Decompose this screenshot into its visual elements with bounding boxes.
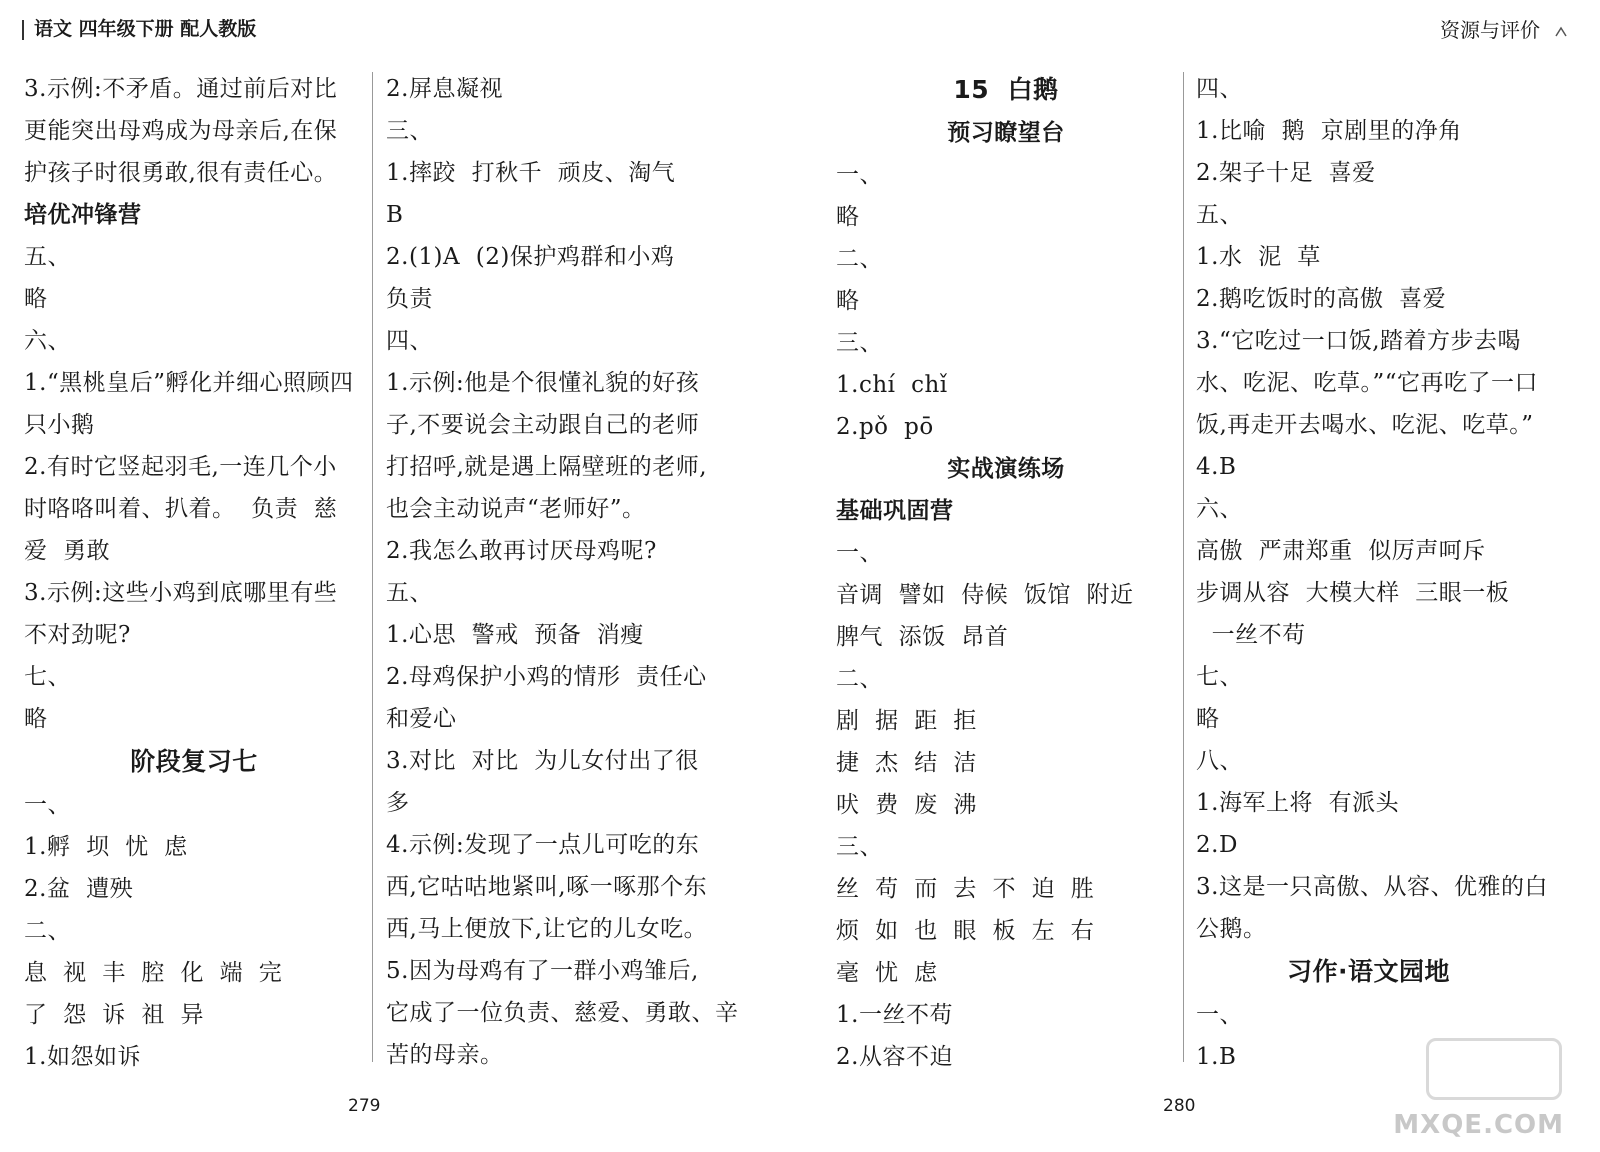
answer-line: 七、: [24, 664, 71, 690]
section-heading: 预习瞭望台: [947, 120, 1065, 146]
header-bar: [22, 20, 24, 40]
answer-line: 负责: [386, 286, 433, 312]
answer-line: 1.如怨如诉: [24, 1044, 141, 1070]
section-heading: 基础巩固营: [836, 498, 954, 524]
answer-line: 5.因为母鸡有了一群小鸡雏后,: [386, 958, 699, 984]
answer-line: 1.chí chǐ: [836, 372, 948, 398]
answer-line: 1.水 泥 草: [1196, 244, 1321, 270]
answer-line: 脾气 添饭 昂首: [836, 624, 1009, 650]
answer-line: 3.示例:不矛盾。通过前后对比: [24, 76, 338, 102]
answer-line: 丝 苟 而 去 不 迫 胜: [836, 876, 1095, 902]
section-title: 15 白鹅: [953, 75, 1059, 104]
column-divider-left: [372, 72, 373, 1062]
answer-line: 1.B: [1196, 1044, 1237, 1070]
running-header-right: 资源与评价: [1440, 18, 1540, 42]
answer-line: 也会主动说声“老师好”。: [386, 496, 646, 522]
answer-line: 五、: [386, 580, 433, 606]
answer-line: 五、: [1196, 202, 1243, 228]
answer-line: 1.海军上将 有派头: [1196, 790, 1400, 816]
answer-line: 3.“它吃过一口饭,踏着方步去喝: [1196, 328, 1522, 354]
answer-line: 步调从容 大模大样 三眼一板: [1196, 580, 1510, 606]
answer-line: 略: [24, 706, 48, 732]
answer-line: 2.我怎么敢再讨厌母鸡呢?: [386, 538, 657, 564]
answer-line: 2.D: [1196, 832, 1238, 858]
answer-line: 3.对比 对比 为儿女付出了很: [386, 748, 699, 774]
answer-line: 更能突出母鸡成为母亲后,在保: [24, 118, 338, 144]
answer-line: 2.母鸡保护小鸡的情形 责任心: [386, 664, 707, 690]
answer-line: 一、: [836, 540, 883, 566]
column-divider-right: [1183, 72, 1184, 1062]
answer-line: 一、: [1196, 1002, 1243, 1028]
answer-line: 一、: [836, 162, 883, 188]
answer-line: 1.示例:他是个很懂礼貌的好孩: [386, 370, 700, 396]
answer-line: 和爱心: [386, 706, 457, 732]
answer-line: 爱 勇敢: [24, 538, 111, 564]
quote-mark-icon: [1554, 24, 1568, 38]
answer-line: 时咯咯叫着、扒着。 负责 慈: [24, 496, 338, 522]
answer-line: 3.示例:这些小鸡到底哪里有些: [24, 580, 338, 606]
answer-line: 2.有时它竖起羽毛,一连几个小: [24, 454, 337, 480]
answer-line: 略: [836, 204, 860, 230]
answer-line: 三、: [386, 118, 433, 144]
answer-line: 水、吃泥、吃草。”“它再吃了一口: [1196, 370, 1539, 396]
answer-line: 剧 据 距 拒: [836, 708, 977, 734]
answer-line: 2.盆 遭殃: [24, 876, 134, 902]
page-number-right: 280: [1163, 1096, 1196, 1116]
answer-line: 一、: [24, 792, 71, 818]
answer-line: 2.架子十足 喜爱: [1196, 160, 1376, 186]
section-heading: 培优冲锋营: [24, 202, 142, 228]
answer-line: 捷 杰 结 洁: [836, 750, 977, 776]
answer-line: 4.示例:发现了一点儿可吃的东: [386, 832, 700, 858]
answer-line: 了 怨 诉 祖 异: [24, 1002, 204, 1028]
answer-line: 2.pǒ pō: [836, 414, 934, 440]
answer-line: 二、: [836, 666, 883, 692]
answer-line: B: [386, 202, 404, 228]
answer-line: 1.摔跤 打秋千 顽皮、淘气: [386, 160, 676, 186]
answer-line: 六、: [24, 328, 71, 354]
answer-line: 略: [1196, 706, 1220, 732]
answer-column-1: [24, 68, 364, 1078]
answer-line: 1.比喻 鹅 京剧里的净角: [1196, 118, 1462, 144]
answer-line: 二、: [24, 918, 71, 944]
answer-line: 五、: [24, 244, 71, 270]
answer-column-3: [836, 68, 1176, 1078]
answer-line: 不对劲呢?: [24, 622, 131, 648]
answer-line: 二、: [836, 246, 883, 272]
answer-line: 息 视 丰 腔 化 端 完: [24, 960, 283, 986]
answer-line: 四、: [386, 328, 433, 354]
answer-line: 烦 如 也 眼 板 左 右: [836, 918, 1095, 944]
header-title: 语文 四年级下册 配人教版: [34, 18, 257, 40]
answer-line: 1.一丝不苟: [836, 1002, 953, 1028]
answer-line: 公鹅。: [1196, 916, 1267, 942]
answer-line: 六、: [1196, 496, 1243, 522]
answer-line: 七、: [1196, 664, 1243, 690]
answer-line: 2.(1)A (2)保护鸡群和小鸡: [386, 244, 675, 270]
section-title: 阶段复习七: [130, 747, 258, 776]
answer-line: 略: [836, 288, 860, 314]
answer-line: 1.“黑桃皇后”孵化并细心照顾四: [24, 370, 354, 396]
answer-line: 1.心思 警戒 预备 消瘦: [386, 622, 644, 648]
section-title: 习作·语文园地: [1287, 957, 1450, 986]
answer-line: 一丝不苟: [1196, 622, 1306, 648]
answer-line: 它成了一位负责、慈爱、勇敢、辛: [386, 1000, 739, 1026]
section-heading: 实战演练场: [947, 456, 1065, 482]
answer-line: 吠 费 废 沸: [836, 792, 977, 818]
watermark-text: MXQE.COM: [1393, 1110, 1564, 1140]
page-number-left: 279: [348, 1096, 381, 1116]
answer-line: 1.孵 坝 忧 虑: [24, 834, 188, 860]
answer-line: 2.屏息凝视: [386, 76, 503, 102]
answer-line: 2.鹅吃饭时的高傲 喜爱: [1196, 286, 1447, 312]
answer-line: 2.从容不迫: [836, 1044, 953, 1070]
answer-line: 打招呼,就是遇上隔壁班的老师,: [386, 454, 708, 480]
answer-column-4: [1196, 68, 1548, 1078]
answer-line: 4.B: [1196, 454, 1237, 480]
answer-line: 三、: [836, 330, 883, 356]
answer-line: 西,它咕咕地紧叫,啄一啄那个东: [386, 874, 708, 900]
answer-line: 音调 譬如 侍候 饭馆 附近: [836, 582, 1134, 608]
answer-line: 只小鹅: [24, 412, 95, 438]
answer-line: 八、: [1196, 748, 1243, 774]
answer-line: 西,马上便放下,让它的儿女吃。: [386, 916, 708, 942]
answer-line: 子,不要说会主动跟自己的老师: [386, 412, 700, 438]
answer-line: 高傲 严肃郑重 似厉声呵斥: [1196, 538, 1486, 564]
answer-line: 3.这是一只高傲、从容、优雅的白: [1196, 874, 1548, 900]
answer-line: 饭,再走开去喝水、吃泥、吃草。”: [1196, 412, 1534, 438]
answer-line: 护孩子时很勇敢,很有责任心。: [24, 160, 338, 186]
answer-line: 四、: [1196, 76, 1243, 102]
watermark-seal: [1426, 1038, 1562, 1100]
answer-line: 三、: [836, 834, 883, 860]
answer-line: 略: [24, 286, 48, 312]
answer-line: 毫 忧 虑: [836, 960, 938, 986]
running-header-left: [22, 14, 256, 41]
answer-column-2: [386, 68, 739, 1076]
answer-line: 多: [386, 790, 410, 816]
answer-line: 苦的母亲。: [386, 1042, 504, 1068]
